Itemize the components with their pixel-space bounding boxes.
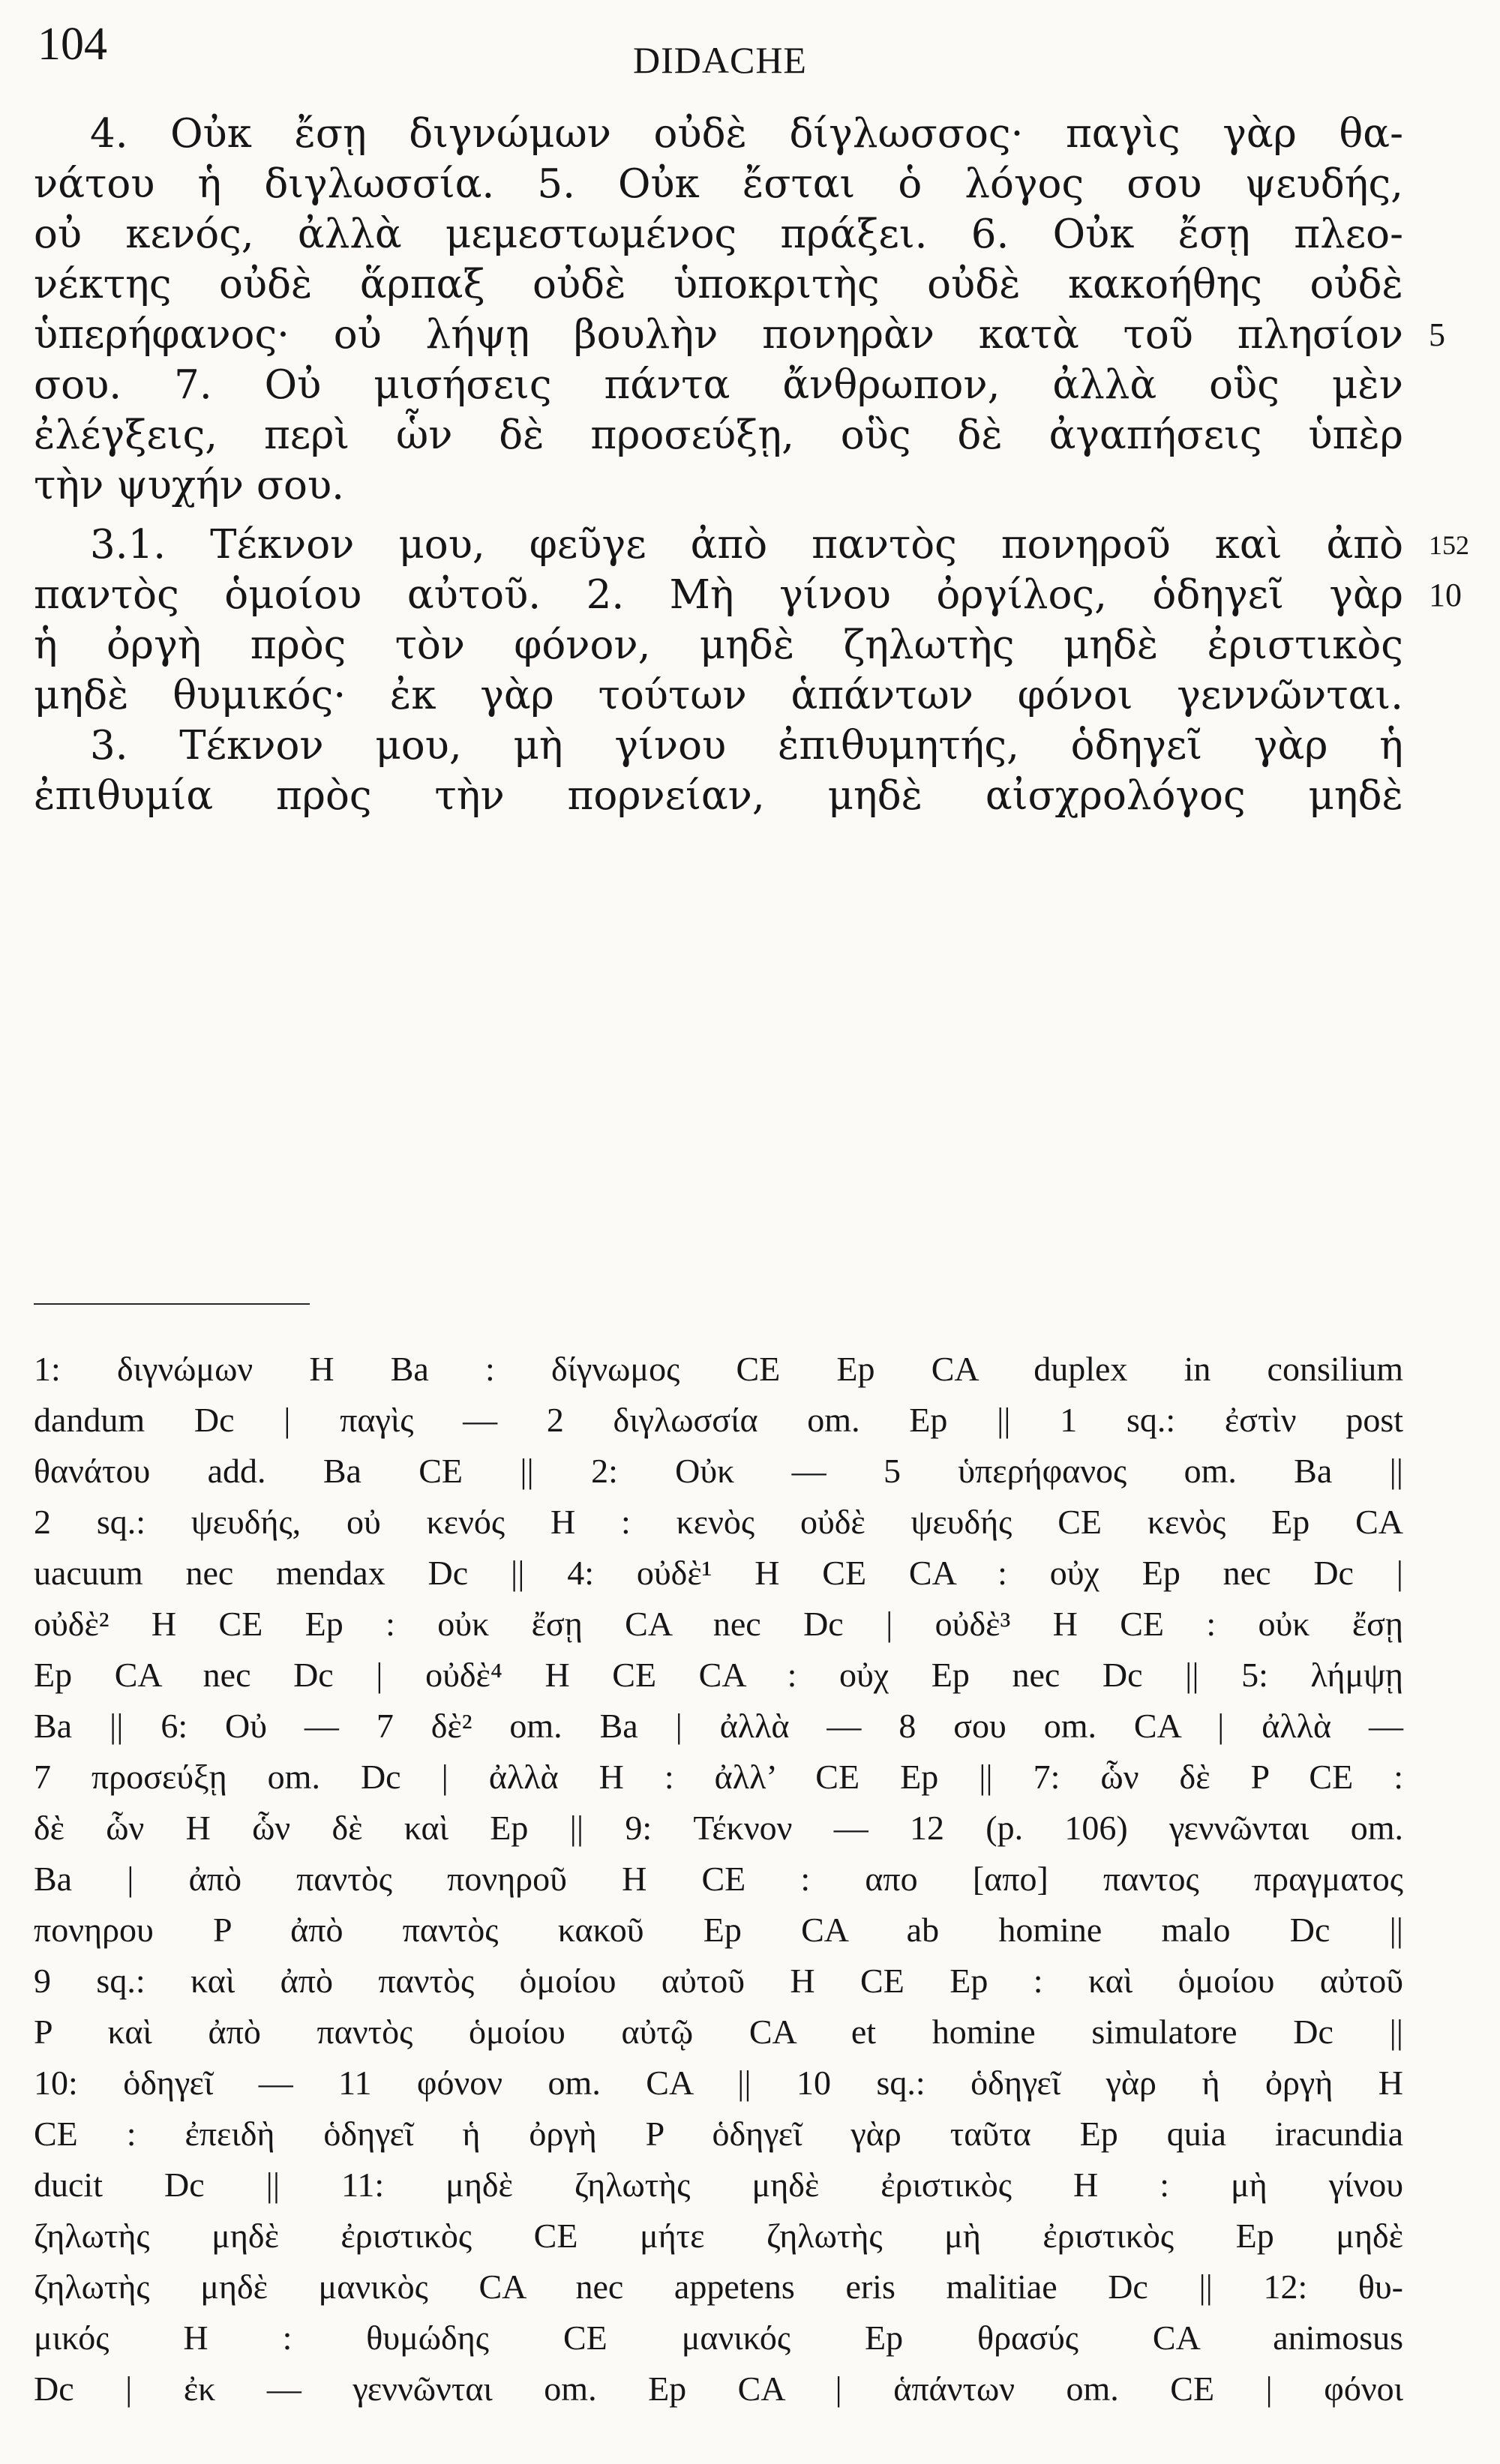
apparatus-line: ducit Dc || 11: μηδὲ ζηλωτὴς μηδὲ ἐριστικὸς H : μὴ γίνου: [34, 2166, 1403, 2204]
main-text-line: παντὸς ὁμοίου αὐτοῦ. 2. Μὴ γίνου ὀργίλος, ὁδηγεῖ γὰρ: [34, 572, 1403, 618]
main-text-line: νέκτης οὐδὲ ἅρπαξ οὐδὲ ὑποκριτὴς οὐδὲ κακοήθης οὐδὲ: [34, 262, 1403, 307]
main-text-line: σου. 7. Οὐ μισήσεις πάντα ἄνθρωπον, ἀλλὰ οὓς μὲν: [34, 362, 1403, 408]
apparatus-line: Dc | ἐκ — γεννῶνται om. Ep CA | ἁπάντων om. CE | φόνοι: [34, 2370, 1403, 2408]
apparatus-line: ζηλωτὴς μηδὲ ἐριστικὸς CE μήτε ζηλωτὴς μὴ ἐριστικὸς Ep μηδὲ: [34, 2217, 1403, 2255]
apparatus-line: dandum Dc | παγὶς — 2 διγλωσσία om. Ep || 1 sq.: ἐστὶν post: [34, 1401, 1403, 1439]
margin-line-number: 5: [1429, 316, 1445, 353]
apparatus-line: Ep CA nec Dc | οὐδὲ⁴ H CE CA : οὐχ Ep nec Dc || 5: λήμψῃ: [34, 1656, 1403, 1694]
apparatus-line: 10: ὁδηγεῖ — 11 φόνον om. CA || 10 sq.: ὁδηγεῖ γὰρ ἡ ὀργὴ H: [34, 2064, 1403, 2102]
apparatus-line: uacuum nec mendax Dc || 4: οὐδὲ¹ H CE CA : οὐχ Ep nec Dc |: [34, 1554, 1403, 1592]
apparatus-line: P καὶ ἀπὸ παντὸς ὁμοίου αὐτῷ CA et homine simulatore Dc ||: [34, 2013, 1403, 2051]
main-text-line: ἐπιθυμία πρὸς τὴν πορνείαν, μηδὲ αἰσχρολόγος μηδὲ: [34, 773, 1403, 819]
main-text-line: 3.1. Τέκνον μου, φεῦγε ἀπὸ παντὸς πονηροῦ καὶ ἀπὸ: [90, 522, 1403, 568]
margin-line-number: 10: [1429, 577, 1462, 613]
apparatus-line: 1: διγνώμων H Ba : δίγνωμος CE Ep CA duplex in consilium: [34, 1350, 1403, 1388]
apparatus-line: μικός H : θυμώδης CE μανικός Ep θρασύς CA animosus: [34, 2319, 1403, 2357]
footnote-separator: [34, 1303, 310, 1305]
apparatus-line: 7 προσεύξῃ om. Dc | ἀλλὰ H : ἀλλ’ CE Ep || 7: ὧν δὲ P CE :: [34, 1758, 1403, 1796]
main-text-line: 3. Τέκνον μου, μὴ γίνου ἐπιθυμητής, ὁδηγεῖ γὰρ ἡ: [90, 723, 1403, 769]
apparatus-line: δὲ ὧν H ὧν δὲ καὶ Ep || 9: Τέκνον — 12 (p. 106) γεννῶνται om.: [34, 1809, 1403, 1847]
main-text-line: τὴν ψυχήν σου.: [34, 463, 345, 508]
apparatus-line: 2 sq.: ψευδής, οὐ κενός H : κενὸς οὐδὲ ψευδής CE κενὸς Ep CA: [34, 1503, 1403, 1541]
apparatus-line: Ba | ἀπὸ παντὸς πονηροῦ H CE : απο [απο] παντος πραγματος: [34, 1860, 1403, 1898]
margin-source-page-number: 152: [1429, 530, 1469, 560]
main-text-line: οὐ κενός, ἀλλὰ μεμεστωμένος πράξει. 6. Οὐκ ἔσῃ πλεο-: [34, 211, 1403, 257]
apparatus-line: ζηλωτὴς μηδὲ μανικὸς CA nec appetens eris malitiae Dc || 12: θυ-: [34, 2268, 1403, 2306]
main-text-line: ὑπερήφανος· οὐ λήψῃ βουλὴν πονηρὰν κατὰ τοῦ πλησίον: [34, 312, 1403, 358]
apparatus-line: 9 sq.: καὶ ἀπὸ παντὸς ὁμοίου αὐτοῦ H CE Ep : καὶ ὁμοίου αὐτοῦ: [34, 1962, 1403, 2000]
apparatus-line: CE : ἐπειδὴ ὁδηγεῖ ἡ ὀργὴ P ὁδηγεῖ γὰρ ταῦτα Ep quia iracundia: [34, 2115, 1403, 2153]
running-title: DIDACHE: [633, 39, 807, 81]
main-text-line: μηδὲ θυμικός· ἐκ γὰρ τούτων ἁπάντων φόνοι γεννῶνται.: [34, 673, 1403, 718]
apparatus-line: θανάτου add. Ba CE || 2: Οὐκ — 5 ὑπερήφανος om. Ba ||: [34, 1452, 1403, 1490]
page-number: 104: [38, 19, 107, 70]
apparatus-line: Ba || 6: Οὐ — 7 δὲ² om. Ba | ἀλλὰ — 8 σου om. CA | ἀλλὰ —: [34, 1707, 1403, 1745]
apparatus-line: πονηρου P ἀπὸ παντὸς κακοῦ Ep CA ab homine malo Dc ||: [34, 1911, 1403, 1949]
main-text-line: νάτου ἡ διγλωσσία. 5. Οὐκ ἔσται ὁ λόγος σου ψευδής,: [34, 161, 1403, 207]
main-text-line: ἐλέγξεις, περὶ ὧν δὲ προσεύξῃ, οὓς δὲ ἀγαπήσεις ὑπὲρ: [34, 412, 1403, 458]
apparatus-line: οὐδὲ² H CE Ep : οὐκ ἔσῃ CA nec Dc | οὐδὲ³ H CE : οὐκ ἔσῃ: [34, 1605, 1403, 1643]
main-text-line: ἡ ὀργὴ πρὸς τὸν φόνον, μηδὲ ζηλωτὴς μηδὲ ἐριστικὸς: [34, 622, 1403, 668]
main-text-line: 4. Οὐκ ἔσῃ διγνώμων οὐδὲ δίγλωσσος· παγὶς γὰρ θα-: [90, 111, 1403, 157]
